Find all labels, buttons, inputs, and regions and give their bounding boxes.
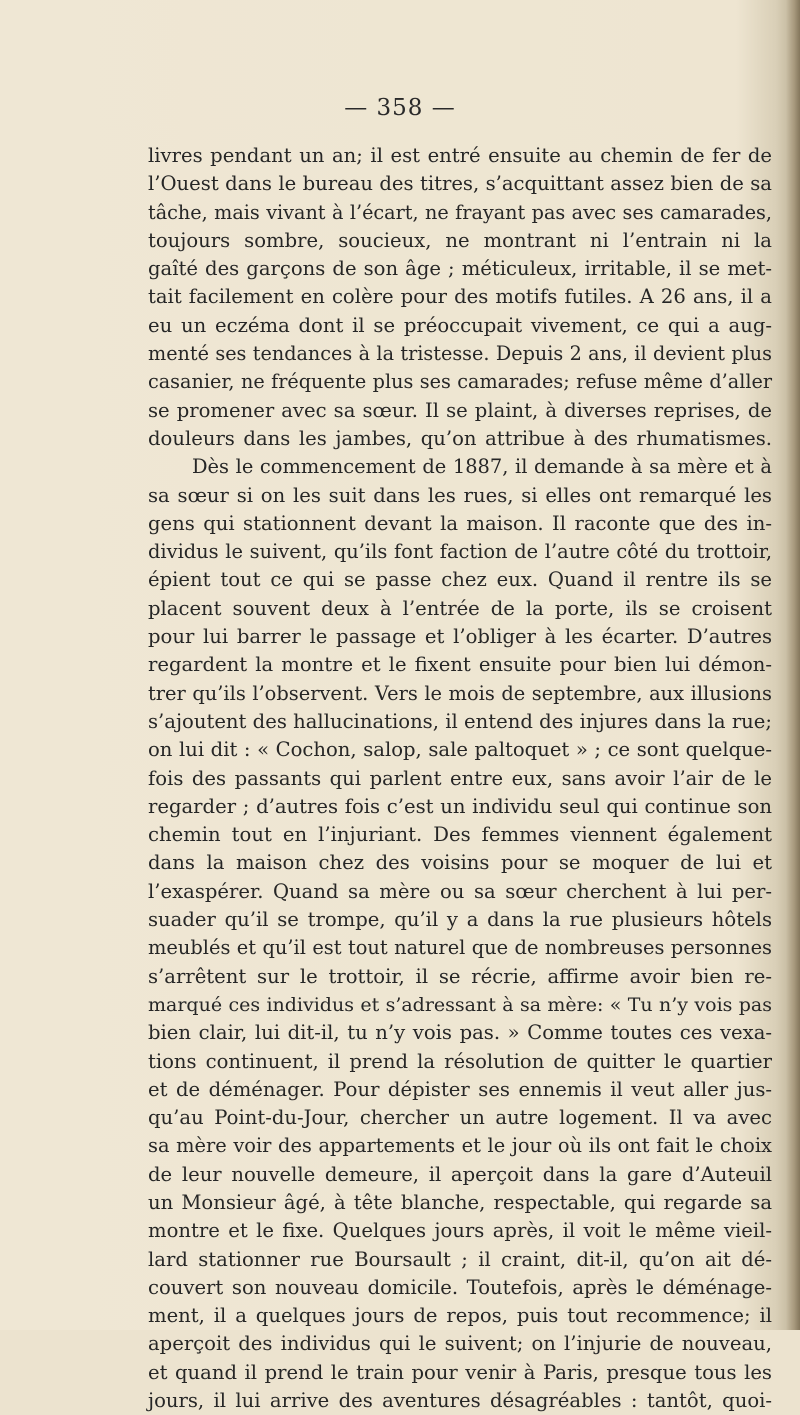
text-line: montre et le fixe. Quelques jours après, il voit le même vieil-: [148, 1219, 772, 1243]
text-line: tait facilement en colère pour des motifs futiles. A 26 ans, il a: [148, 285, 772, 309]
text-line: placent souvent deux à l’entrée de la porte, ils se croisent: [148, 596, 772, 620]
text-line: marqué ces individus et s’adressant à sa mère: « Tu n’y vois pas: [148, 993, 772, 1016]
text-line: toujours sombre, soucieux, ne montrant ni l’entrain ni la: [148, 228, 772, 252]
text-line: s’ajoutent des hallucinations, il entend des injures dans la rue;: [148, 709, 772, 733]
text-line: l’exaspérer. Quand sa mère ou sa sœur cherchent à lui per-: [148, 879, 772, 903]
text-line: s’arrêtent sur le trottoir, il se récrie, affirme avoir bien re-: [148, 964, 772, 988]
text-line: l’Ouest dans le bureau des titres, s’acquittant assez bien de sa: [148, 172, 772, 196]
text-line: menté ses tendances à la tristesse. Depuis 2 ans, il devient plus: [148, 342, 772, 366]
text-line: lard stationner rue Boursault ; il craint, dit-il, qu’on ait dé-: [148, 1247, 772, 1271]
page-number: — 358 —: [344, 95, 456, 121]
text-line: gens qui stationnent devant la maison. Il raconte que des in-: [148, 511, 772, 535]
body-text: [148, 142, 772, 1415]
text-line: suader qu’il se trompe, qu’il y a dans la rue plusieurs hôtels: [148, 908, 772, 932]
text-line: ment, il a quelques jours de repos, puis tout recommence; il: [148, 1304, 772, 1328]
text-line: sa sœur si on les suit dans les rues, si elles ont remarqué les: [148, 483, 772, 507]
text-line: chemin tout en l’injuriant. Des femmes viennent également: [148, 823, 772, 847]
text-line: jours, il lui arrive des aventures désagréables : tantôt, quoi-: [148, 1389, 772, 1413]
text-line: couvert son nouveau domicile. Toutefois, après le déménage-: [148, 1275, 772, 1299]
text-line: dans la maison chez des voisins pour se moquer de lui et: [148, 851, 772, 875]
text-line: pour lui barrer le passage et l’obliger à les écarter. D’autres: [148, 625, 772, 649]
text-line: aperçoit des individus qui le suivent; on l’injurie de nouveau,: [148, 1332, 772, 1356]
text-line: gaîté des garçons de son âge ; méticuleux, irritable, il se met-: [148, 257, 772, 281]
text-line: fois des passants qui parlent entre eux, sans avoir l’air de le: [148, 766, 772, 790]
text-line: on lui dit : « Cochon, salop, sale paltoquet » ; ce sont quelque-: [148, 738, 772, 762]
text-line: et de déménager. Pour dépister ses ennemis il veut aller jus-: [148, 1077, 772, 1101]
text-line: Dès le commencement de 1887, il demande à sa mère et à: [192, 455, 772, 479]
text-line: casanier, ne fréquente plus ses camarades; refuse même d’aller: [148, 370, 772, 394]
text-line: et quand il prend le train pour venir à Paris, presque tous les: [148, 1360, 772, 1384]
text-line: se promener avec sa sœur. Il se plaint, à diverses reprises, de: [148, 398, 772, 422]
text-line: bien clair, lui dit-il, tu n’y vois pas. » Comme toutes ces vexa-: [148, 1021, 772, 1045]
text-line: trer qu’ils l’observent. Vers le mois de septembre, aux illusions: [148, 681, 772, 705]
text-line: sa mère voir des appartements et le jour où ils ont fait le choix: [148, 1134, 772, 1158]
text-line: dividus le suivent, qu’ils font faction de l’autre côté du trottoir,: [148, 540, 772, 564]
text-line: livres pendant un an; il est entré ensuite au chemin de fer de: [148, 144, 772, 167]
text-line: douleurs dans les jambes, qu’on attribue à des rhumatismes.: [148, 426, 772, 450]
text-line: de leur nouvelle demeure, il aperçoit dans la gare d’Auteuil: [148, 1162, 772, 1186]
text-line: qu’au Point-du-Jour, chercher un autre logement. Il va avec: [148, 1106, 772, 1130]
text-line: épient tout ce qui se passe chez eux. Quand il rentre ils se: [148, 568, 772, 592]
text-line: un Monsieur âgé, à tête blanche, respectable, qui regarde sa: [148, 1190, 772, 1214]
text-line: regarder ; d’autres fois c’est un individu seul qui continue son: [148, 794, 772, 818]
text-line: eu un eczéma dont il se préoccupait vivement, ce qui a aug-: [148, 313, 772, 337]
text-line: regardent la montre et le fixent ensuite pour bien lui démon-: [148, 653, 772, 677]
text-line: meublés et qu’il est tout naturel que de nombreuses personnes: [148, 936, 772, 960]
text-line: tions continuent, il prend la résolution de quitter le quartier: [148, 1049, 772, 1073]
page-edge-shadow: [786, 0, 800, 1330]
text-line: tâche, mais vivant à l’écart, ne frayant pas avec ses camarades,: [148, 200, 772, 224]
